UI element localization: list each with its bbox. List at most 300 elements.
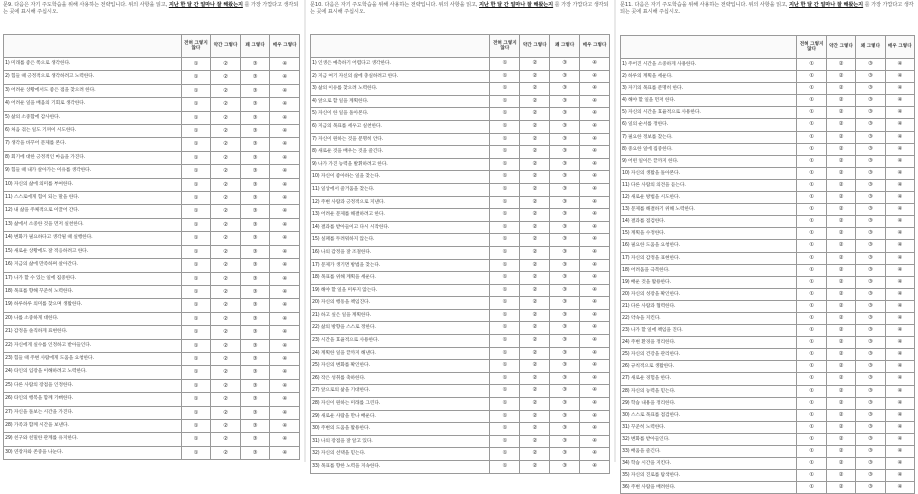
scale-option-2[interactable]: ② [211, 205, 241, 218]
scale-option-3[interactable]: ③ [856, 131, 885, 143]
scale-option-4[interactable]: ④ [580, 209, 610, 222]
scale-option-4[interactable]: ④ [270, 393, 300, 406]
scale-option-2[interactable]: ② [520, 209, 550, 222]
scale-option-4[interactable]: ④ [580, 183, 610, 196]
scale-option-4[interactable]: ④ [270, 151, 300, 164]
scale-option-2[interactable]: ② [826, 349, 855, 361]
scale-option-3[interactable]: ③ [550, 108, 580, 121]
scale-option-4[interactable]: ④ [885, 228, 914, 240]
scale-option-2[interactable]: ② [520, 246, 550, 259]
scale-option-4[interactable]: ④ [885, 143, 914, 155]
scale-option-3[interactable]: ③ [856, 155, 885, 167]
scale-option-2[interactable]: ② [826, 228, 855, 240]
scale-option-3[interactable]: ③ [240, 125, 270, 138]
scale-option-1[interactable]: ① [490, 120, 520, 133]
scale-option-1[interactable]: ① [797, 482, 826, 494]
scale-option-4[interactable]: ④ [580, 272, 610, 285]
scale-option-1[interactable]: ① [797, 433, 826, 445]
scale-option-2[interactable]: ② [826, 264, 855, 276]
scale-option-3[interactable]: ③ [856, 300, 885, 312]
scale-option-1[interactable]: ① [181, 379, 211, 392]
scale-option-1[interactable]: ① [490, 347, 520, 360]
scale-option-2[interactable]: ② [520, 423, 550, 436]
scale-option-1[interactable]: ① [181, 178, 211, 191]
scale-option-4[interactable]: ④ [580, 196, 610, 209]
scale-option-1[interactable]: ① [181, 205, 211, 218]
scale-option-1[interactable]: ① [797, 325, 826, 337]
scale-option-3[interactable]: ③ [856, 95, 885, 107]
scale-option-4[interactable]: ④ [885, 83, 914, 95]
scale-option-4[interactable]: ④ [885, 349, 914, 361]
scale-option-2[interactable]: ② [826, 482, 855, 494]
scale-option-4[interactable]: ④ [885, 59, 914, 71]
scale-option-2[interactable]: ② [520, 347, 550, 360]
scale-option-1[interactable]: ① [797, 458, 826, 470]
scale-option-2[interactable]: ② [520, 410, 550, 423]
scale-option-1[interactable]: ① [490, 272, 520, 285]
scale-option-3[interactable]: ③ [856, 385, 885, 397]
scale-option-4[interactable]: ④ [885, 192, 914, 204]
scale-option-3[interactable]: ③ [856, 421, 885, 433]
scale-option-1[interactable]: ① [490, 398, 520, 411]
scale-option-4[interactable]: ④ [885, 446, 914, 458]
scale-option-3[interactable]: ③ [550, 221, 580, 234]
scale-option-4[interactable]: ④ [885, 385, 914, 397]
scale-option-2[interactable]: ② [826, 71, 855, 83]
scale-option-1[interactable]: ① [490, 158, 520, 171]
scale-option-2[interactable]: ② [826, 131, 855, 143]
scale-option-3[interactable]: ③ [856, 143, 885, 155]
scale-option-2[interactable]: ② [211, 151, 241, 164]
scale-option-4[interactable]: ④ [885, 204, 914, 216]
scale-option-3[interactable]: ③ [240, 366, 270, 379]
scale-option-3[interactable]: ③ [856, 276, 885, 288]
scale-option-1[interactable]: ① [490, 183, 520, 196]
scale-option-3[interactable]: ③ [550, 70, 580, 83]
scale-option-2[interactable]: ② [520, 259, 550, 272]
scale-option-4[interactable]: ④ [885, 373, 914, 385]
scale-option-1[interactable]: ① [797, 107, 826, 119]
scale-option-2[interactable]: ② [211, 406, 241, 419]
scale-option-4[interactable]: ④ [885, 421, 914, 433]
scale-option-3[interactable]: ③ [550, 435, 580, 448]
scale-option-1[interactable]: ① [490, 95, 520, 108]
scale-option-3[interactable]: ③ [550, 347, 580, 360]
scale-option-2[interactable]: ② [211, 98, 241, 111]
scale-option-2[interactable]: ② [826, 107, 855, 119]
scale-option-4[interactable]: ④ [885, 252, 914, 264]
scale-option-3[interactable]: ③ [856, 373, 885, 385]
scale-option-1[interactable]: ① [490, 146, 520, 159]
scale-option-4[interactable]: ④ [885, 337, 914, 349]
scale-option-1[interactable]: ① [797, 409, 826, 421]
scale-option-2[interactable]: ② [826, 446, 855, 458]
scale-option-2[interactable]: ② [211, 379, 241, 392]
scale-option-2[interactable]: ② [520, 58, 550, 71]
scale-option-2[interactable]: ② [211, 419, 241, 432]
scale-option-3[interactable]: ③ [240, 272, 270, 285]
scale-option-2[interactable]: ② [211, 218, 241, 231]
scale-option-2[interactable]: ② [520, 335, 550, 348]
scale-option-3[interactable]: ③ [856, 83, 885, 95]
scale-option-4[interactable]: ④ [270, 419, 300, 432]
scale-option-3[interactable]: ③ [240, 379, 270, 392]
scale-option-1[interactable]: ① [797, 167, 826, 179]
scale-option-4[interactable]: ④ [270, 339, 300, 352]
scale-option-3[interactable]: ③ [240, 218, 270, 231]
scale-option-2[interactable]: ② [520, 398, 550, 411]
scale-option-1[interactable]: ① [490, 58, 520, 71]
scale-option-2[interactable]: ② [826, 325, 855, 337]
scale-option-2[interactable]: ② [826, 167, 855, 179]
scale-option-1[interactable]: ① [181, 366, 211, 379]
scale-option-2[interactable]: ② [211, 232, 241, 245]
scale-option-1[interactable]: ① [181, 272, 211, 285]
scale-option-3[interactable]: ③ [856, 119, 885, 131]
scale-option-2[interactable]: ② [520, 372, 550, 385]
scale-option-1[interactable]: ① [181, 393, 211, 406]
scale-option-4[interactable]: ④ [270, 192, 300, 205]
scale-option-3[interactable]: ③ [550, 448, 580, 461]
scale-option-4[interactable]: ④ [580, 70, 610, 83]
scale-option-1[interactable]: ① [797, 349, 826, 361]
scale-option-4[interactable]: ④ [580, 360, 610, 373]
scale-option-1[interactable]: ① [490, 234, 520, 247]
scale-option-3[interactable]: ③ [856, 192, 885, 204]
scale-option-1[interactable]: ① [797, 119, 826, 131]
scale-option-2[interactable]: ② [520, 297, 550, 310]
scale-option-3[interactable]: ③ [856, 409, 885, 421]
scale-option-4[interactable]: ④ [885, 433, 914, 445]
scale-option-3[interactable]: ③ [550, 183, 580, 196]
scale-option-3[interactable]: ③ [550, 360, 580, 373]
scale-option-1[interactable]: ① [490, 221, 520, 234]
scale-option-4[interactable]: ④ [580, 448, 610, 461]
scale-option-1[interactable]: ① [797, 373, 826, 385]
scale-option-4[interactable]: ④ [580, 435, 610, 448]
scale-option-4[interactable]: ④ [580, 309, 610, 322]
scale-option-3[interactable]: ③ [856, 470, 885, 482]
scale-option-3[interactable]: ③ [856, 240, 885, 252]
scale-option-2[interactable]: ② [826, 409, 855, 421]
scale-option-3[interactable]: ③ [550, 259, 580, 272]
scale-option-1[interactable]: ① [181, 151, 211, 164]
scale-option-3[interactable]: ③ [550, 322, 580, 335]
scale-option-1[interactable]: ① [181, 71, 211, 84]
scale-option-3[interactable]: ③ [856, 107, 885, 119]
scale-option-4[interactable]: ④ [885, 470, 914, 482]
scale-option-1[interactable]: ① [490, 297, 520, 310]
scale-option-3[interactable]: ③ [240, 192, 270, 205]
scale-option-2[interactable]: ② [211, 446, 241, 459]
scale-option-2[interactable]: ② [826, 397, 855, 409]
scale-option-1[interactable]: ① [490, 335, 520, 348]
scale-option-4[interactable]: ④ [885, 179, 914, 191]
scale-option-4[interactable]: ④ [270, 218, 300, 231]
scale-option-4[interactable]: ④ [885, 325, 914, 337]
scale-option-4[interactable]: ④ [885, 264, 914, 276]
scale-option-2[interactable]: ② [211, 58, 241, 71]
scale-option-2[interactable]: ② [520, 196, 550, 209]
scale-option-3[interactable]: ③ [240, 393, 270, 406]
scale-option-4[interactable]: ④ [580, 221, 610, 234]
scale-option-2[interactable]: ② [826, 83, 855, 95]
scale-option-3[interactable]: ③ [240, 352, 270, 365]
scale-option-4[interactable]: ④ [270, 406, 300, 419]
scale-option-3[interactable]: ③ [550, 309, 580, 322]
scale-option-3[interactable]: ③ [856, 433, 885, 445]
scale-option-2[interactable]: ② [520, 120, 550, 133]
scale-option-3[interactable]: ③ [856, 252, 885, 264]
scale-option-1[interactable]: ① [181, 446, 211, 459]
scale-option-4[interactable]: ④ [885, 482, 914, 494]
scale-option-2[interactable]: ② [520, 108, 550, 121]
scale-option-4[interactable]: ④ [580, 133, 610, 146]
scale-option-2[interactable]: ② [211, 71, 241, 84]
scale-option-3[interactable]: ③ [856, 71, 885, 83]
scale-option-2[interactable]: ② [826, 373, 855, 385]
scale-option-1[interactable]: ① [181, 312, 211, 325]
scale-option-1[interactable]: ① [797, 446, 826, 458]
scale-option-2[interactable]: ② [211, 285, 241, 298]
scale-option-1[interactable]: ① [797, 71, 826, 83]
scale-option-3[interactable]: ③ [856, 264, 885, 276]
scale-option-4[interactable]: ④ [580, 410, 610, 423]
scale-option-3[interactable]: ③ [240, 151, 270, 164]
scale-option-1[interactable]: ① [797, 131, 826, 143]
scale-option-1[interactable]: ① [490, 70, 520, 83]
scale-option-3[interactable]: ③ [550, 372, 580, 385]
scale-option-4[interactable]: ④ [270, 285, 300, 298]
scale-option-1[interactable]: ① [490, 83, 520, 96]
scale-option-4[interactable]: ④ [885, 107, 914, 119]
scale-option-3[interactable]: ③ [856, 216, 885, 228]
scale-option-2[interactable]: ② [826, 312, 855, 324]
scale-option-2[interactable]: ② [520, 435, 550, 448]
scale-option-2[interactable]: ② [826, 143, 855, 155]
scale-option-3[interactable]: ③ [550, 335, 580, 348]
scale-option-2[interactable]: ② [211, 366, 241, 379]
scale-option-2[interactable]: ② [211, 192, 241, 205]
scale-option-2[interactable]: ② [211, 393, 241, 406]
scale-option-4[interactable]: ④ [885, 95, 914, 107]
scale-option-1[interactable]: ① [490, 360, 520, 373]
scale-option-3[interactable]: ③ [240, 205, 270, 218]
scale-option-1[interactable]: ① [490, 259, 520, 272]
scale-option-1[interactable]: ① [181, 245, 211, 258]
scale-option-3[interactable]: ③ [240, 165, 270, 178]
scale-option-2[interactable]: ② [211, 178, 241, 191]
scale-option-1[interactable]: ① [181, 218, 211, 231]
scale-option-2[interactable]: ② [826, 192, 855, 204]
scale-option-4[interactable]: ④ [270, 98, 300, 111]
scale-option-1[interactable]: ① [490, 108, 520, 121]
scale-option-4[interactable]: ④ [580, 385, 610, 398]
scale-option-3[interactable]: ③ [550, 234, 580, 247]
scale-option-4[interactable]: ④ [270, 299, 300, 312]
scale-option-3[interactable]: ③ [550, 120, 580, 133]
scale-option-1[interactable]: ① [490, 171, 520, 184]
scale-option-1[interactable]: ① [181, 111, 211, 124]
scale-option-4[interactable]: ④ [885, 167, 914, 179]
scale-option-1[interactable]: ① [797, 337, 826, 349]
scale-option-1[interactable]: ① [490, 372, 520, 385]
scale-option-1[interactable]: ① [797, 361, 826, 373]
scale-option-2[interactable]: ② [826, 361, 855, 373]
scale-option-4[interactable]: ④ [885, 288, 914, 300]
scale-option-3[interactable]: ③ [856, 288, 885, 300]
scale-option-1[interactable]: ① [490, 322, 520, 335]
scale-option-2[interactable]: ② [520, 133, 550, 146]
scale-option-1[interactable]: ① [797, 95, 826, 107]
scale-option-4[interactable]: ④ [885, 458, 914, 470]
scale-option-2[interactable]: ② [520, 284, 550, 297]
scale-option-1[interactable]: ① [797, 264, 826, 276]
scale-option-3[interactable]: ③ [240, 71, 270, 84]
scale-option-1[interactable]: ① [490, 385, 520, 398]
scale-option-1[interactable]: ① [797, 312, 826, 324]
scale-option-2[interactable]: ② [211, 339, 241, 352]
scale-option-4[interactable]: ④ [580, 398, 610, 411]
scale-option-1[interactable]: ① [797, 397, 826, 409]
scale-option-1[interactable]: ① [797, 470, 826, 482]
scale-option-4[interactable]: ④ [270, 272, 300, 285]
scale-option-4[interactable]: ④ [270, 84, 300, 97]
scale-option-3[interactable]: ③ [550, 83, 580, 96]
scale-option-3[interactable]: ③ [550, 133, 580, 146]
scale-option-2[interactable]: ② [826, 300, 855, 312]
scale-option-4[interactable]: ④ [580, 246, 610, 259]
scale-option-1[interactable]: ① [181, 259, 211, 272]
scale-option-3[interactable]: ③ [240, 285, 270, 298]
scale-option-3[interactable]: ③ [240, 406, 270, 419]
scale-option-3[interactable]: ③ [856, 361, 885, 373]
scale-option-1[interactable]: ① [490, 448, 520, 461]
scale-option-2[interactable]: ② [211, 326, 241, 339]
scale-option-2[interactable]: ② [520, 234, 550, 247]
scale-option-4[interactable]: ④ [885, 397, 914, 409]
scale-option-3[interactable]: ③ [550, 423, 580, 436]
scale-option-4[interactable]: ④ [270, 125, 300, 138]
scale-option-3[interactable]: ③ [240, 299, 270, 312]
scale-option-1[interactable]: ① [181, 232, 211, 245]
scale-option-4[interactable]: ④ [270, 379, 300, 392]
scale-option-4[interactable]: ④ [270, 58, 300, 71]
scale-option-4[interactable]: ④ [580, 372, 610, 385]
scale-option-4[interactable]: ④ [580, 284, 610, 297]
scale-option-4[interactable]: ④ [580, 58, 610, 71]
scale-option-1[interactable]: ① [490, 246, 520, 259]
scale-option-1[interactable]: ① [797, 216, 826, 228]
scale-option-1[interactable]: ① [490, 133, 520, 146]
scale-option-3[interactable]: ③ [550, 209, 580, 222]
scale-option-3[interactable]: ③ [856, 458, 885, 470]
scale-option-3[interactable]: ③ [240, 232, 270, 245]
scale-option-1[interactable]: ① [797, 192, 826, 204]
scale-option-2[interactable]: ② [826, 288, 855, 300]
scale-option-1[interactable]: ① [797, 228, 826, 240]
scale-option-2[interactable]: ② [211, 272, 241, 285]
scale-option-4[interactable]: ④ [270, 245, 300, 258]
scale-option-4[interactable]: ④ [270, 71, 300, 84]
scale-option-1[interactable]: ① [797, 385, 826, 397]
scale-option-3[interactable]: ③ [550, 171, 580, 184]
scale-option-2[interactable]: ② [826, 179, 855, 191]
scale-option-2[interactable]: ② [826, 204, 855, 216]
scale-option-4[interactable]: ④ [580, 171, 610, 184]
scale-option-4[interactable]: ④ [885, 312, 914, 324]
scale-option-3[interactable]: ③ [550, 196, 580, 209]
scale-option-3[interactable]: ③ [550, 272, 580, 285]
scale-option-4[interactable]: ④ [885, 240, 914, 252]
scale-option-2[interactable]: ② [520, 385, 550, 398]
scale-option-1[interactable]: ① [797, 421, 826, 433]
scale-option-4[interactable]: ④ [580, 108, 610, 121]
scale-option-1[interactable]: ① [797, 83, 826, 95]
scale-option-2[interactable]: ② [211, 125, 241, 138]
scale-option-2[interactable]: ② [520, 448, 550, 461]
scale-option-2[interactable]: ② [826, 470, 855, 482]
scale-option-2[interactable]: ② [520, 95, 550, 108]
scale-option-3[interactable]: ③ [240, 178, 270, 191]
scale-option-3[interactable]: ③ [240, 111, 270, 124]
scale-option-1[interactable]: ① [181, 419, 211, 432]
scale-option-2[interactable]: ② [211, 352, 241, 365]
scale-option-1[interactable]: ① [181, 352, 211, 365]
scale-option-4[interactable]: ④ [270, 259, 300, 272]
scale-option-3[interactable]: ③ [856, 349, 885, 361]
scale-option-3[interactable]: ③ [856, 312, 885, 324]
scale-option-2[interactable]: ② [826, 276, 855, 288]
scale-option-2[interactable]: ② [826, 337, 855, 349]
scale-option-2[interactable]: ② [826, 216, 855, 228]
scale-option-1[interactable]: ① [181, 299, 211, 312]
scale-option-2[interactable]: ② [826, 155, 855, 167]
scale-option-1[interactable]: ① [490, 410, 520, 423]
scale-option-4[interactable]: ④ [270, 446, 300, 459]
scale-option-3[interactable]: ③ [550, 95, 580, 108]
scale-option-2[interactable]: ② [211, 299, 241, 312]
scale-option-2[interactable]: ② [826, 119, 855, 131]
scale-option-2[interactable]: ② [211, 312, 241, 325]
scale-option-1[interactable]: ① [181, 339, 211, 352]
scale-option-4[interactable]: ④ [885, 119, 914, 131]
scale-option-4[interactable]: ④ [885, 361, 914, 373]
scale-option-3[interactable]: ③ [856, 325, 885, 337]
scale-option-4[interactable]: ④ [270, 111, 300, 124]
scale-option-1[interactable]: ① [181, 125, 211, 138]
scale-option-4[interactable]: ④ [580, 347, 610, 360]
scale-option-2[interactable]: ② [826, 385, 855, 397]
scale-option-2[interactable]: ② [211, 111, 241, 124]
scale-option-2[interactable]: ② [211, 245, 241, 258]
scale-option-3[interactable]: ③ [550, 246, 580, 259]
scale-option-1[interactable]: ① [490, 435, 520, 448]
scale-option-4[interactable]: ④ [885, 276, 914, 288]
scale-option-1[interactable]: ① [490, 209, 520, 222]
scale-option-4[interactable]: ④ [580, 120, 610, 133]
scale-option-4[interactable]: ④ [885, 300, 914, 312]
scale-option-4[interactable]: ④ [270, 138, 300, 151]
scale-option-2[interactable]: ② [520, 309, 550, 322]
scale-option-2[interactable]: ② [211, 138, 241, 151]
scale-option-3[interactable]: ③ [550, 146, 580, 159]
scale-option-1[interactable]: ① [797, 252, 826, 264]
scale-option-2[interactable]: ② [520, 461, 550, 474]
scale-option-3[interactable]: ③ [856, 228, 885, 240]
scale-option-4[interactable]: ④ [270, 165, 300, 178]
scale-option-2[interactable]: ② [520, 360, 550, 373]
